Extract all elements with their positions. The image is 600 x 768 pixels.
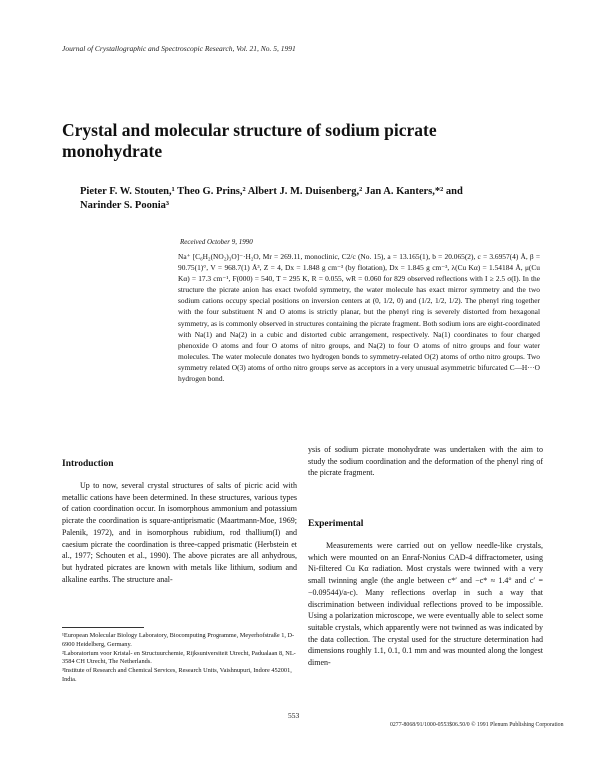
introduction-heading: Introduction (62, 459, 114, 469)
footnote: ²Laboratorium voor Kristal- en Structuurchemie, Rijksuniversiteit Utrecht, Padualaan 8, NL-3584 CH Utrecht, The Netherlands. (62, 649, 296, 666)
abstract: Na⁺ [C₆H₂(NO₂)₃O]⁻·H₂O, Mr = 269.11, monoclinic, C2/c (No. 15), a = 13.165(1), b = 20.065(2), c = 3.6957(4) Å, β = 90.75(1)°, V = 968.7(1) Å³, Z = 4, Dx = 1.848 g cm⁻³ (by flotation), Dx = 1.845 g cm⁻³, λ(Cu Kα) = 1.54184 Å, μ(Cu Kα) = 17.3 cm⁻¹, F(000) = 540, T = 295 K, R = 0.055, wR = 0.060 for 829 observed reflections with I ≥ 2.5 σ(I). In the structure the picrate anion has exact twofold symmetry, the water molecule has exact mirror symmetry and the two sodium cations occupy special positions on inversion centers at (0, 1/2, 0) and (1/2, 1/2, 1/2). The phenyl ring together with the four substituent N and O atoms is strictly planar, but the phenyl ring is severely distorted from hexagonal symmetry, as is commonly observed in structures containing the picrate fragment. Both sodium ions are eight-coordinated with Na(1) and Na(2) in a cubic and distorted cubic arrangement, respectively. Na(1) coordinates to four charged phenoxide O atoms and four O atoms of nitro groups, and Na(2) to four O atoms of nitro groups and four water molecules. The water molecule donates two hydrogen bonds to symmetry-related O(2) atoms of ortho nitro groups. Two symmetry related O(3) atoms of ortho nitro groups serve as acceptors in a very unusual asymmetric bifurcated C—H···O hydrogen bond. (178, 252, 540, 384)
footnote-rule (62, 627, 144, 628)
received-date: Received October 9, 1990 (180, 238, 253, 246)
copyright-line: 0277-8068/91/1000-0553$06.50/0 © 1991 Plenum Publishing Corporation (390, 722, 564, 728)
page-number: 553 (288, 711, 300, 720)
article-title: Crystal and molecular structure of sodium picrate monohydrate (62, 120, 437, 161)
experimental-paragraph: Measurements were carried out on yellow needle-like crystals, which were mounted on an Enraf-Nonius CAD-4 diffractometer, using Ni-filtered Cu Kα radiation. Most crystals were twinned with a very small twinning angle (the angle between c*′ and −c* ≈ 1.4° and c′ = −0.09544)/a-c). Many reflections overlap in such a way that discrimination between individual reflections proved to be impossible. Using a polarization microscope, we were eventually able to select some suitable crystals, which apparently were not twinned as was indicated by the data collection. The crystal used for the structure determination had dimensions roughly 1.1, 0.1, 0.1 mm and was mounted along the longest dimen- (308, 541, 543, 668)
introduction-paragraph: Up to now, several crystal structures of salts of picric acid with metallic cations have been determined. In these structures, various types of cation coordination occur. In isomorphous ammonium and potassium picrate the coordination is square-antiprismatic (Maartmann-Moe, 1969; Palenik, 1972), and in isomorphous rubidium, rod thallium(I) and caesium picrate the coordination is three-capped prismatic (Herbstein et al., 1977; Schouten et al., 1990). The above picrates are all anhydrous, but hydrated picrates are known with metals like lithium, sodium and alkaline earths. The structure anal- (62, 481, 297, 584)
journal-header: Journal of Crystallographic and Spectroscopic Research, Vol. 21, No. 5, 1991 (62, 44, 296, 53)
experimental-text (308, 540, 543, 669)
introduction-text (62, 480, 297, 585)
footnote: ³Institute of Research and Chemical Services, Research Units, Vaishnupuri, Indore 452001, India. (62, 667, 292, 683)
footnote: ¹European Molecular Biology Laboratory, Biocomputing Programme, Meyerhofstraße 1, D-6900 Heidelberg, Germany. (62, 632, 295, 648)
author-list (80, 185, 530, 213)
footnotes (62, 632, 298, 685)
authors-line-2: Narinder S. Poonia³ (80, 200, 170, 211)
authors-line-1: Pieter F. W. Stouten,¹ Theo G. Prins,² Albert J. M. Duisenberg,² Jan A. Kanters,*² and (80, 186, 463, 197)
right-column-continuation (308, 444, 543, 479)
experimental-heading: Experimental (308, 519, 364, 529)
continuation-paragraph: ysis of sodium picrate monohydrate was undertaken with the aim to study the sodium coordination and the deformation of the phenyl ring of the picrate fragment. (308, 445, 543, 478)
